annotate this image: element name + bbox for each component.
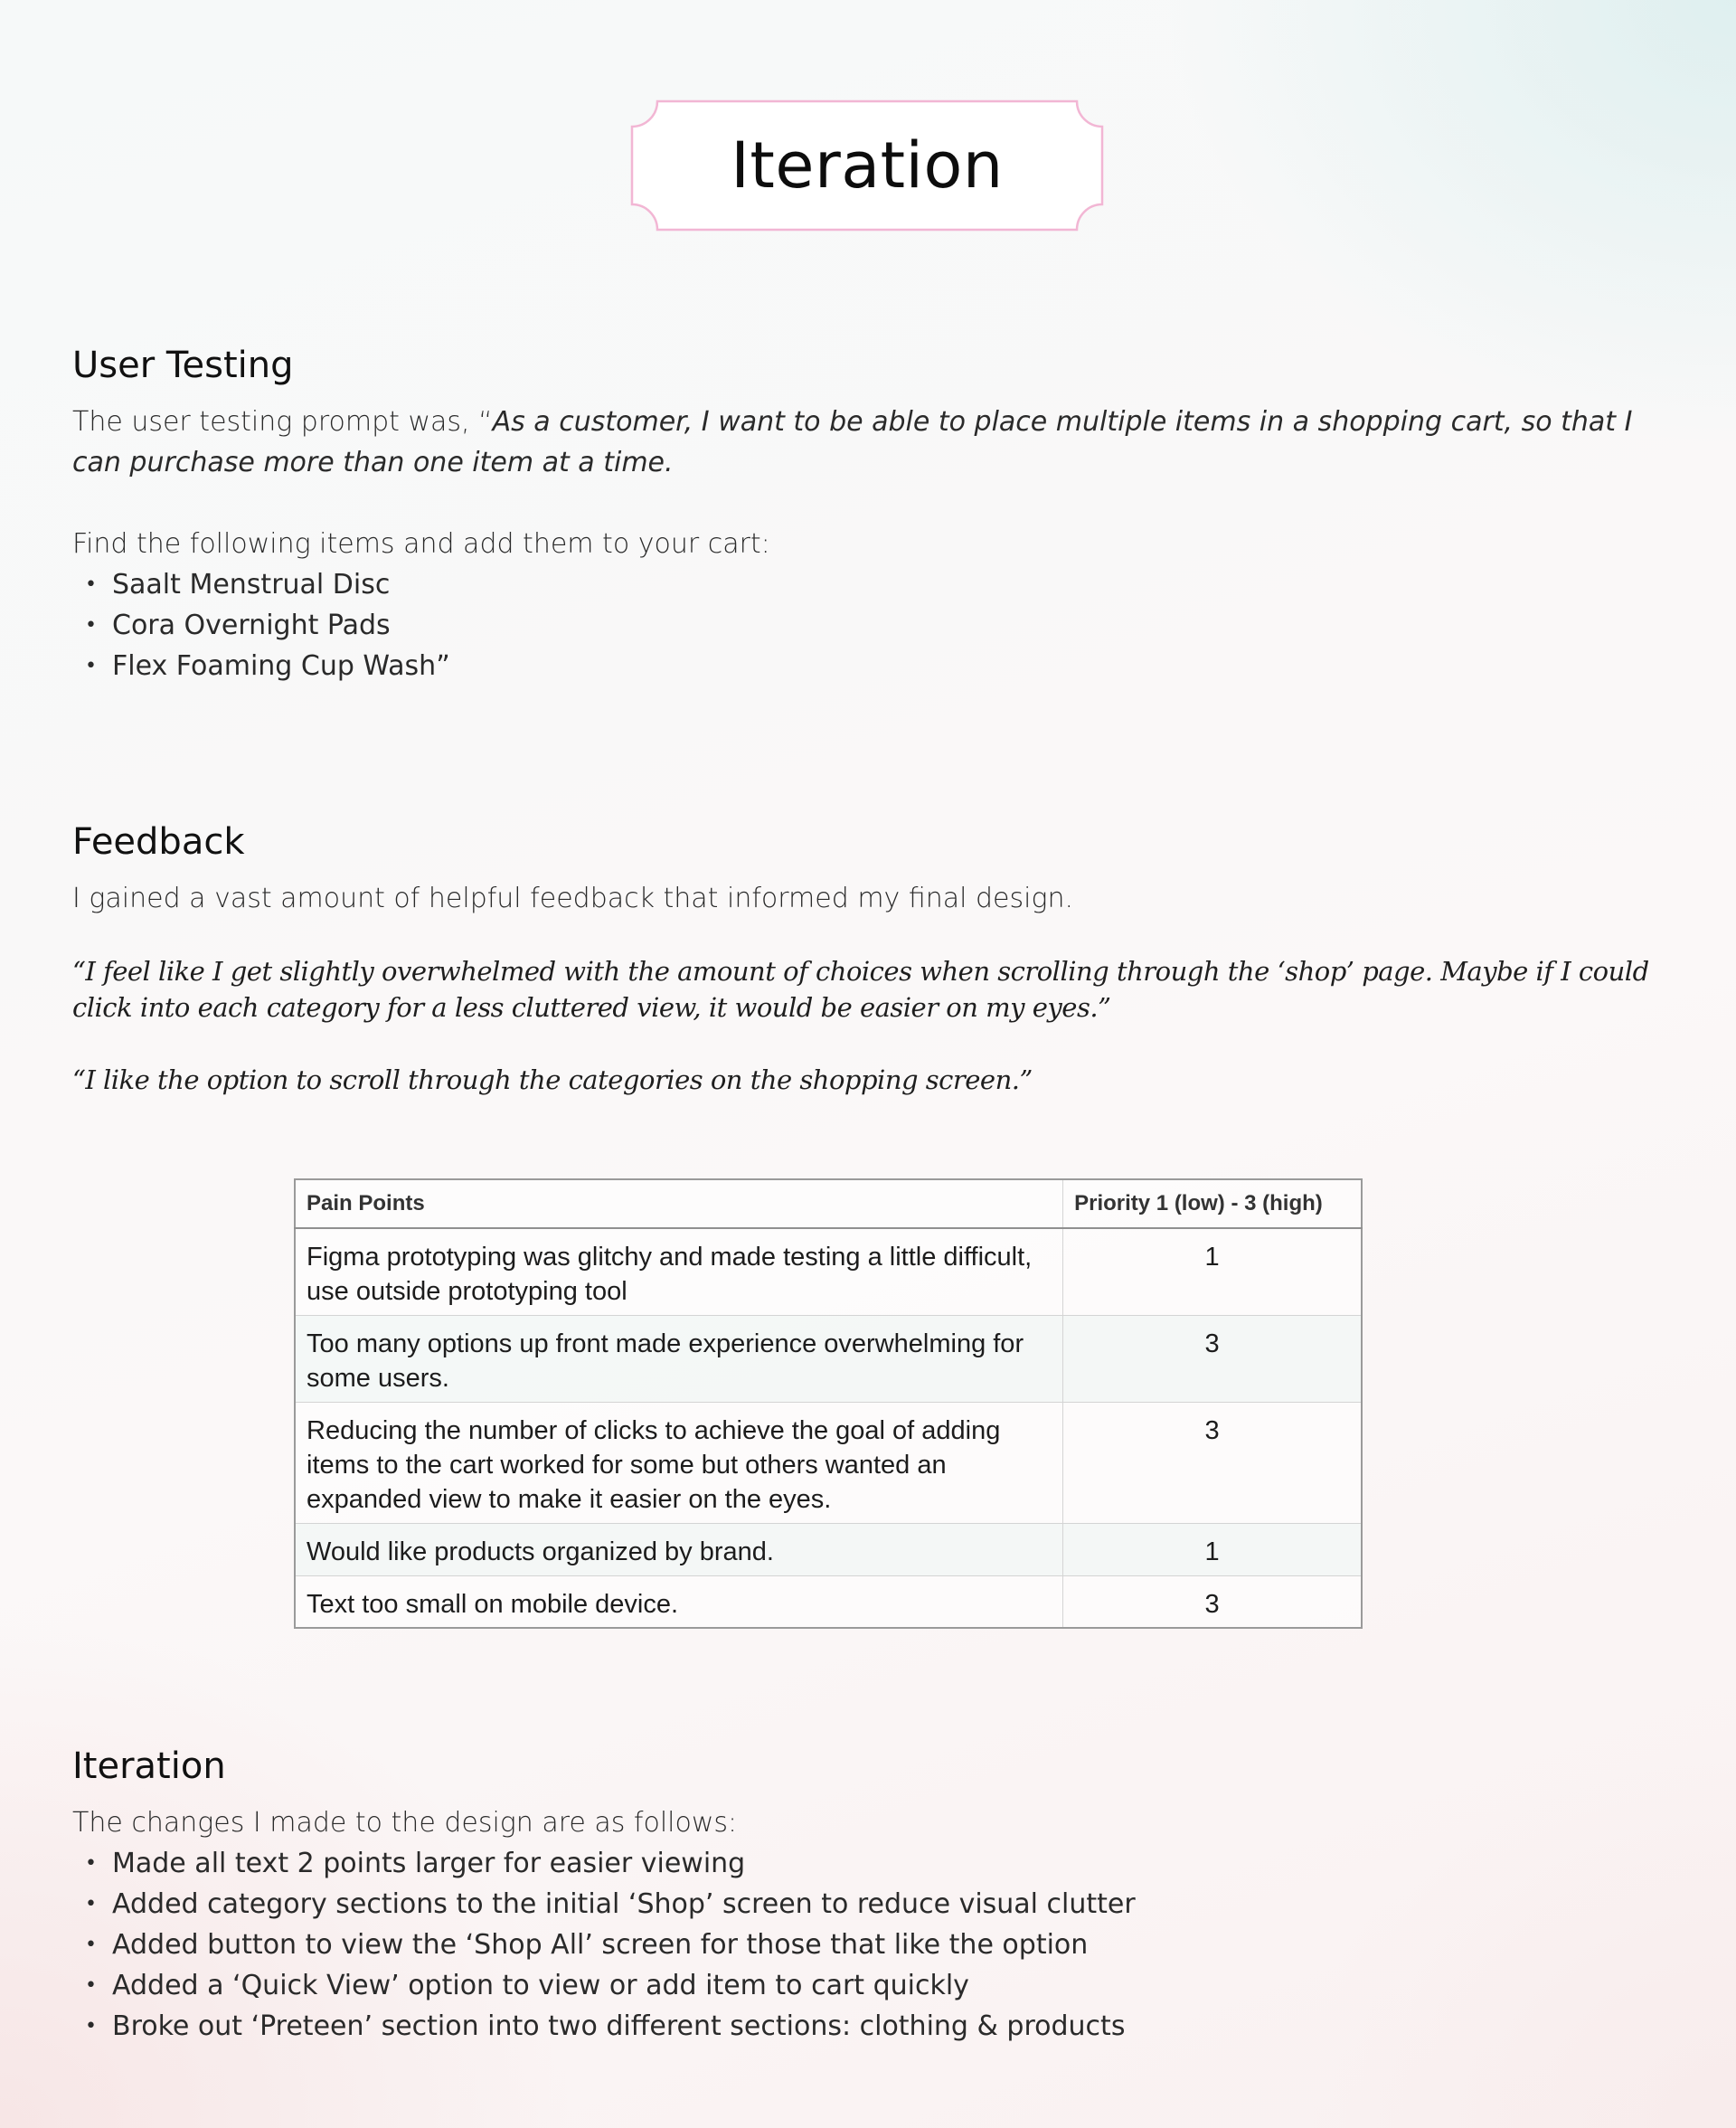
page-title: Iteration xyxy=(731,128,1004,203)
feedback-heading: Feedback xyxy=(72,821,245,863)
priority-cell: 3 xyxy=(1063,1575,1362,1628)
iteration-heading: Iteration xyxy=(72,1745,226,1787)
list-item: • Added category sections to the initial ‘Shop’ screen to reduce visual clutter xyxy=(85,1884,1664,1925)
iteration-intro: The changes I made to the design are as follows: xyxy=(72,1807,738,1839)
table-row xyxy=(295,1575,1362,1628)
table-row xyxy=(295,1402,1362,1523)
user-testing-heading: User Testing xyxy=(72,345,294,386)
pain-point-cell: Figma prototyping was glitchy and made testing a little difficult, use outside prototyping tool xyxy=(295,1228,1063,1315)
test-items-list xyxy=(72,564,1664,686)
priority-header: Priority 1 (low) - 3 (high) xyxy=(1063,1179,1362,1228)
feedback-intro: I gained a vast amount of helpful feedback that informed my final design. xyxy=(72,883,1074,914)
changes-list xyxy=(72,1843,1664,2047)
list-item: • Added a ‘Quick View’ option to view or add item to cart quickly xyxy=(85,1965,1664,2006)
pain-point-cell: Reducing the number of clicks to achieve the goal of adding items to the cart worked for some but others wanted an expanded view to make it easier on the eyes. xyxy=(295,1402,1063,1523)
pain-point-cell: Would like products organized by brand. xyxy=(295,1523,1063,1575)
prompt-intro: The user testing prompt was, “ xyxy=(72,406,493,438)
user-testing-prompt xyxy=(72,402,1664,483)
priority-cell: 1 xyxy=(1063,1523,1362,1575)
priority-cell: 3 xyxy=(1063,1402,1362,1523)
list-item: • Cora Overnight Pads xyxy=(85,605,1664,646)
priority-cell: 1 xyxy=(1063,1228,1362,1315)
table-row xyxy=(295,1228,1362,1315)
list-item: • Saalt Menstrual Disc xyxy=(85,564,1664,605)
pain-points-table xyxy=(294,1178,1363,1629)
feedback-quote: “I like the option to scroll through the categories on the shopping screen.” xyxy=(72,1064,1033,1095)
page-title-banner xyxy=(630,99,1104,232)
user-testing-section xyxy=(72,342,1664,686)
list-item: • Added button to view the ‘Shop All’ screen for those that like the option xyxy=(85,1925,1664,1965)
feedback-quote: “I feel like I get slightly overwhelmed with the amount of choices when scrolling through the ‘shop’ page. Maybe if I could click into each category for a less cluttered view, it would be easier on my eyes.” xyxy=(72,956,1649,1023)
list-item: • Flex Foaming Cup Wash” xyxy=(85,646,1664,686)
list-item: • Broke out ‘Preteen’ section into two different sections: clothing & products xyxy=(85,2006,1664,2047)
table-row xyxy=(295,1315,1362,1402)
pain-point-cell: Text too small on mobile device. xyxy=(295,1575,1063,1628)
list-item: • Made all text 2 points larger for easier viewing xyxy=(85,1843,1664,1884)
pain-points-header: Pain Points xyxy=(295,1179,1063,1228)
table-header-row xyxy=(295,1179,1362,1228)
iteration-section xyxy=(72,1743,1664,2047)
feedback-section xyxy=(72,818,1664,1098)
prompt-quote: As a customer, I want to be able to place multiple items in a shopping cart, so that I can purchase more than one item at a time. xyxy=(72,406,1633,478)
user-testing-instruction: Find the following items and add them to your cart: xyxy=(72,528,770,560)
pain-point-cell: Too many options up front made experience overwhelming for some users. xyxy=(295,1315,1063,1402)
table-row xyxy=(295,1523,1362,1575)
priority-cell: 3 xyxy=(1063,1315,1362,1402)
